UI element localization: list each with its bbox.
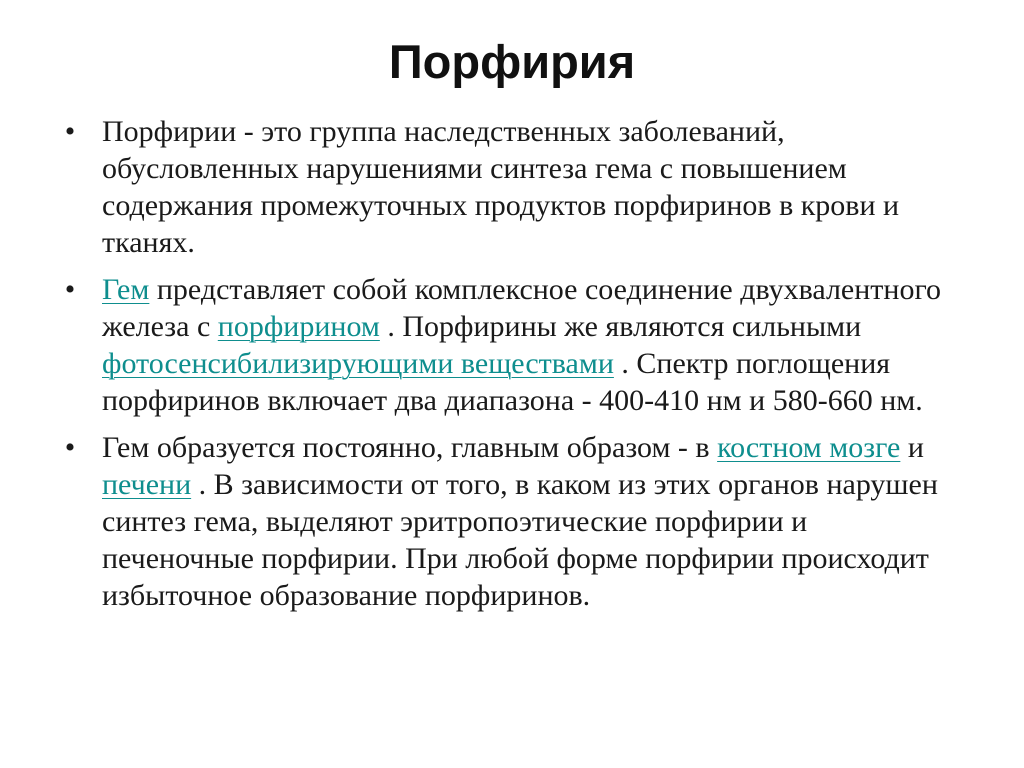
text-segment: Гем образуется постоянно, главным образом - в <box>102 431 718 464</box>
link-bone-marrow[interactable]: костном мозге <box>717 431 901 464</box>
text-segment: и <box>900 431 924 464</box>
text-segment: . В зависимости от того, в каком из этих органов нарушен синтез гема, выделяют эритропоэтические порфирии и печеночные порфирии. При любой форме порфирии происходит избыточное образование порфиринов. <box>102 468 938 612</box>
bullet-dot-icon: • <box>64 431 76 464</box>
bullet-list <box>60 113 960 624</box>
link-liver[interactable]: печени <box>102 468 192 501</box>
text-segment: . Порфирины же являются сильными <box>379 310 862 343</box>
slide-title: Порфирия <box>388 35 636 88</box>
bullet-text <box>102 273 941 417</box>
bullet-text <box>102 115 899 259</box>
bullet-text <box>102 431 938 612</box>
bullet-dot-icon: • <box>64 273 76 306</box>
bullet-item-3 <box>60 429 960 614</box>
link-porphyrin[interactable]: порфирином <box>217 310 380 343</box>
bullet-item-1 <box>60 113 960 261</box>
link-photosensitizing-substances[interactable]: фотосенсибилизирующими веществами <box>102 347 614 380</box>
text-segment: Порфирии - это группа наследственных заболеваний, обусловленных нарушениями синтеза гема с повышением содержания промежуточных продуктов порфиринов в крови и тканях. <box>102 115 900 259</box>
bullet-dot-icon: • <box>64 115 76 148</box>
bullet-item-2 <box>60 271 960 419</box>
link-gem[interactable]: Гем <box>102 273 150 306</box>
text-segment: . Спектр поглощения порфиринов включает два диапазона - 400-410 нм и 580-660 нм. <box>102 347 923 417</box>
text-segment: представляет собой комплексное соединение двухвалентного железа с <box>102 273 942 343</box>
